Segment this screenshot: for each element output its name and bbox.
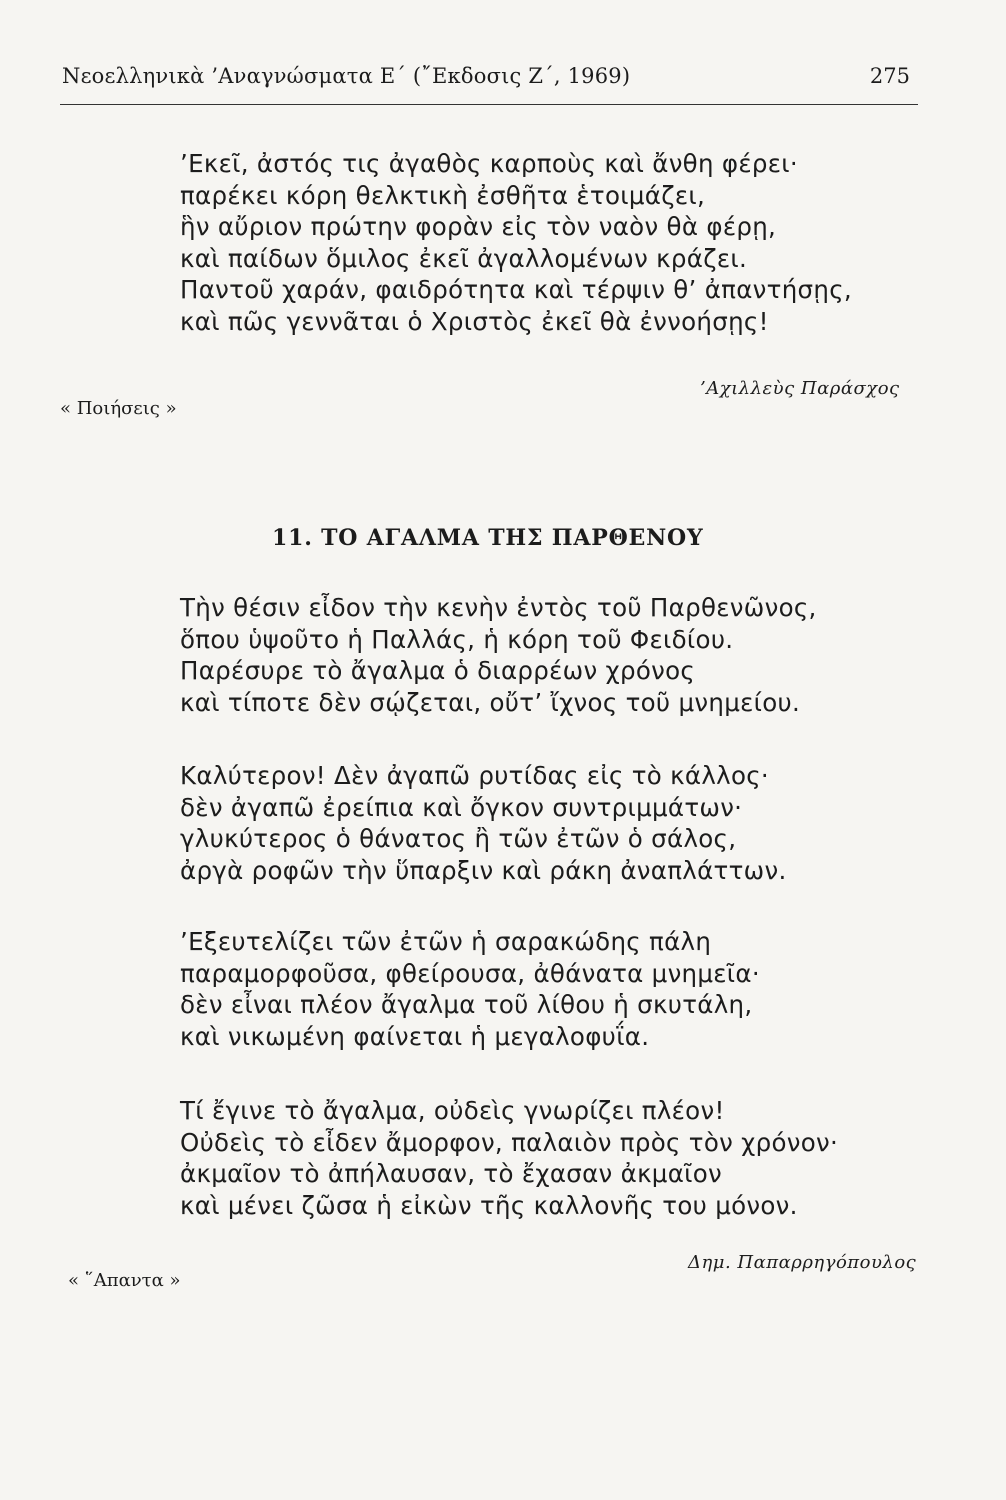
poem1-source: « Ποιήσεις » [60,398,177,419]
poem2-source: « ῞Απαντα » [68,1270,181,1291]
poem-line: Τὴν θέσιν εἶδον τὴν κενὴν ἐντὸς τοῦ Παρθενῶνος, [180,593,817,622]
poem1-author: ’Αχιλλεὺς Παράσχος [700,378,900,399]
poem-line: παρέκει κόρη θελκτικὴ ἐσθῆτα ἑτοιμάζει, [180,180,706,210]
poem-line: καὶ τίποτε δὲν σῴζεται, οὔτ’ ἴχνος τοῦ μνημείου. [180,687,801,717]
poem2-author: Δημ. Παπαρρηγόπουλος [688,1252,917,1273]
page-number: 275 [869,64,910,88]
poem1-stanza [180,148,860,337]
poem-line: Παντοῦ χαράν, φαιδρότητα καὶ τέρψιν θ’ ἀπαντήσῃς, [180,275,852,304]
poem-line: καὶ παίδων ὅμιλος ἐκεῖ ἀγαλλομένων κράζει. [180,243,748,273]
poem-line: ’Εξευτελίζει τῶν ἐτῶν ἡ σαρακώδης πάλη [180,927,712,956]
running-title: Νεοελληνικὰ ’Αναγνώσματα Ε΄ (῎Εκδοσις Ζ΄, 1969) [62,64,631,88]
poem-line: Καλύτερον! Δὲν ἀγαπῶ ρυτίδας εἰς τὸ κάλλος· [180,761,769,790]
poem-line: δὲν ἀγαπῶ ἐρείπια καὶ ὄγκον συντριμμάτων· [180,792,743,822]
header-rule [60,104,918,105]
poem-line: γλυκύτερος ὁ θάνατος ἢ τῶν ἐτῶν ὁ σάλος, [180,824,737,853]
poem-line: δὲν εἶναι πλέον ἄγαλμα τοῦ λίθου ἡ σκυτάλη, [180,990,753,1019]
poem-line: καὶ πῶς γεννᾶται ὁ Χριστὸς ἐκεῖ θὰ ἐννοήσῃς! [180,306,769,336]
poem-line: ὅπου ὑψοῦτο ἡ Παλλάς, ἡ κόρη τοῦ Φειδίου. [180,624,734,654]
poem-line: ἣν αὔριον πρώτην φορὰν εἰς τὸν ναὸν θὰ φέρῃ, [180,212,777,241]
poem2-stanza-4 [180,1095,860,1221]
poem-line: ἀργὰ ροφῶν τὴν ὕπαρξιν καὶ ράκη ἀναπλάττων. [180,855,787,885]
poem-line: ’Εκεῖ, ἀστός τις ἀγαθὸς καρποὺς καὶ ἄνθη φέρει· [180,149,798,178]
section-title: 11. ΤΟ ΑΓΑΛΜΑ ΤΗΣ ΠΑΡΘΕΝΟΥ [272,525,704,551]
poem-line: Οὐδεὶς τὸ εἶδεν ἄμορφον, παλαιὸν πρὸς τὸν χρόνον· [180,1127,839,1157]
poem-line: καὶ μένει ζῶσα ἡ εἰκὼν τῆς καλλονῆς του μόνον. [180,1190,798,1220]
poem2-stanza-1 [180,592,860,718]
poem2-stanza-2 [180,760,860,886]
poem-line: ἀκμαῖον τὸ ἀπήλαυσαν, τὸ ἔχασαν ἀκμαῖον [180,1159,723,1188]
poem-line: Παρέσυρε τὸ ἄγαλμα ὁ διαρρέων χρόνος [180,656,696,685]
poem-line: Τί ἔγινε τὸ ἄγαλμα, οὐδεὶς γνωρίζει πλέον! [180,1096,725,1125]
poem-line: καὶ νικωμένη φαίνεται ἡ μεγαλοφυΐα. [180,1021,650,1051]
page-header [62,64,910,94]
poem2-stanza-3 [180,926,860,1052]
poem-line: παραμορφοῦσα, φθείρουσα, ἀθάνατα μνημεῖα· [180,958,760,988]
